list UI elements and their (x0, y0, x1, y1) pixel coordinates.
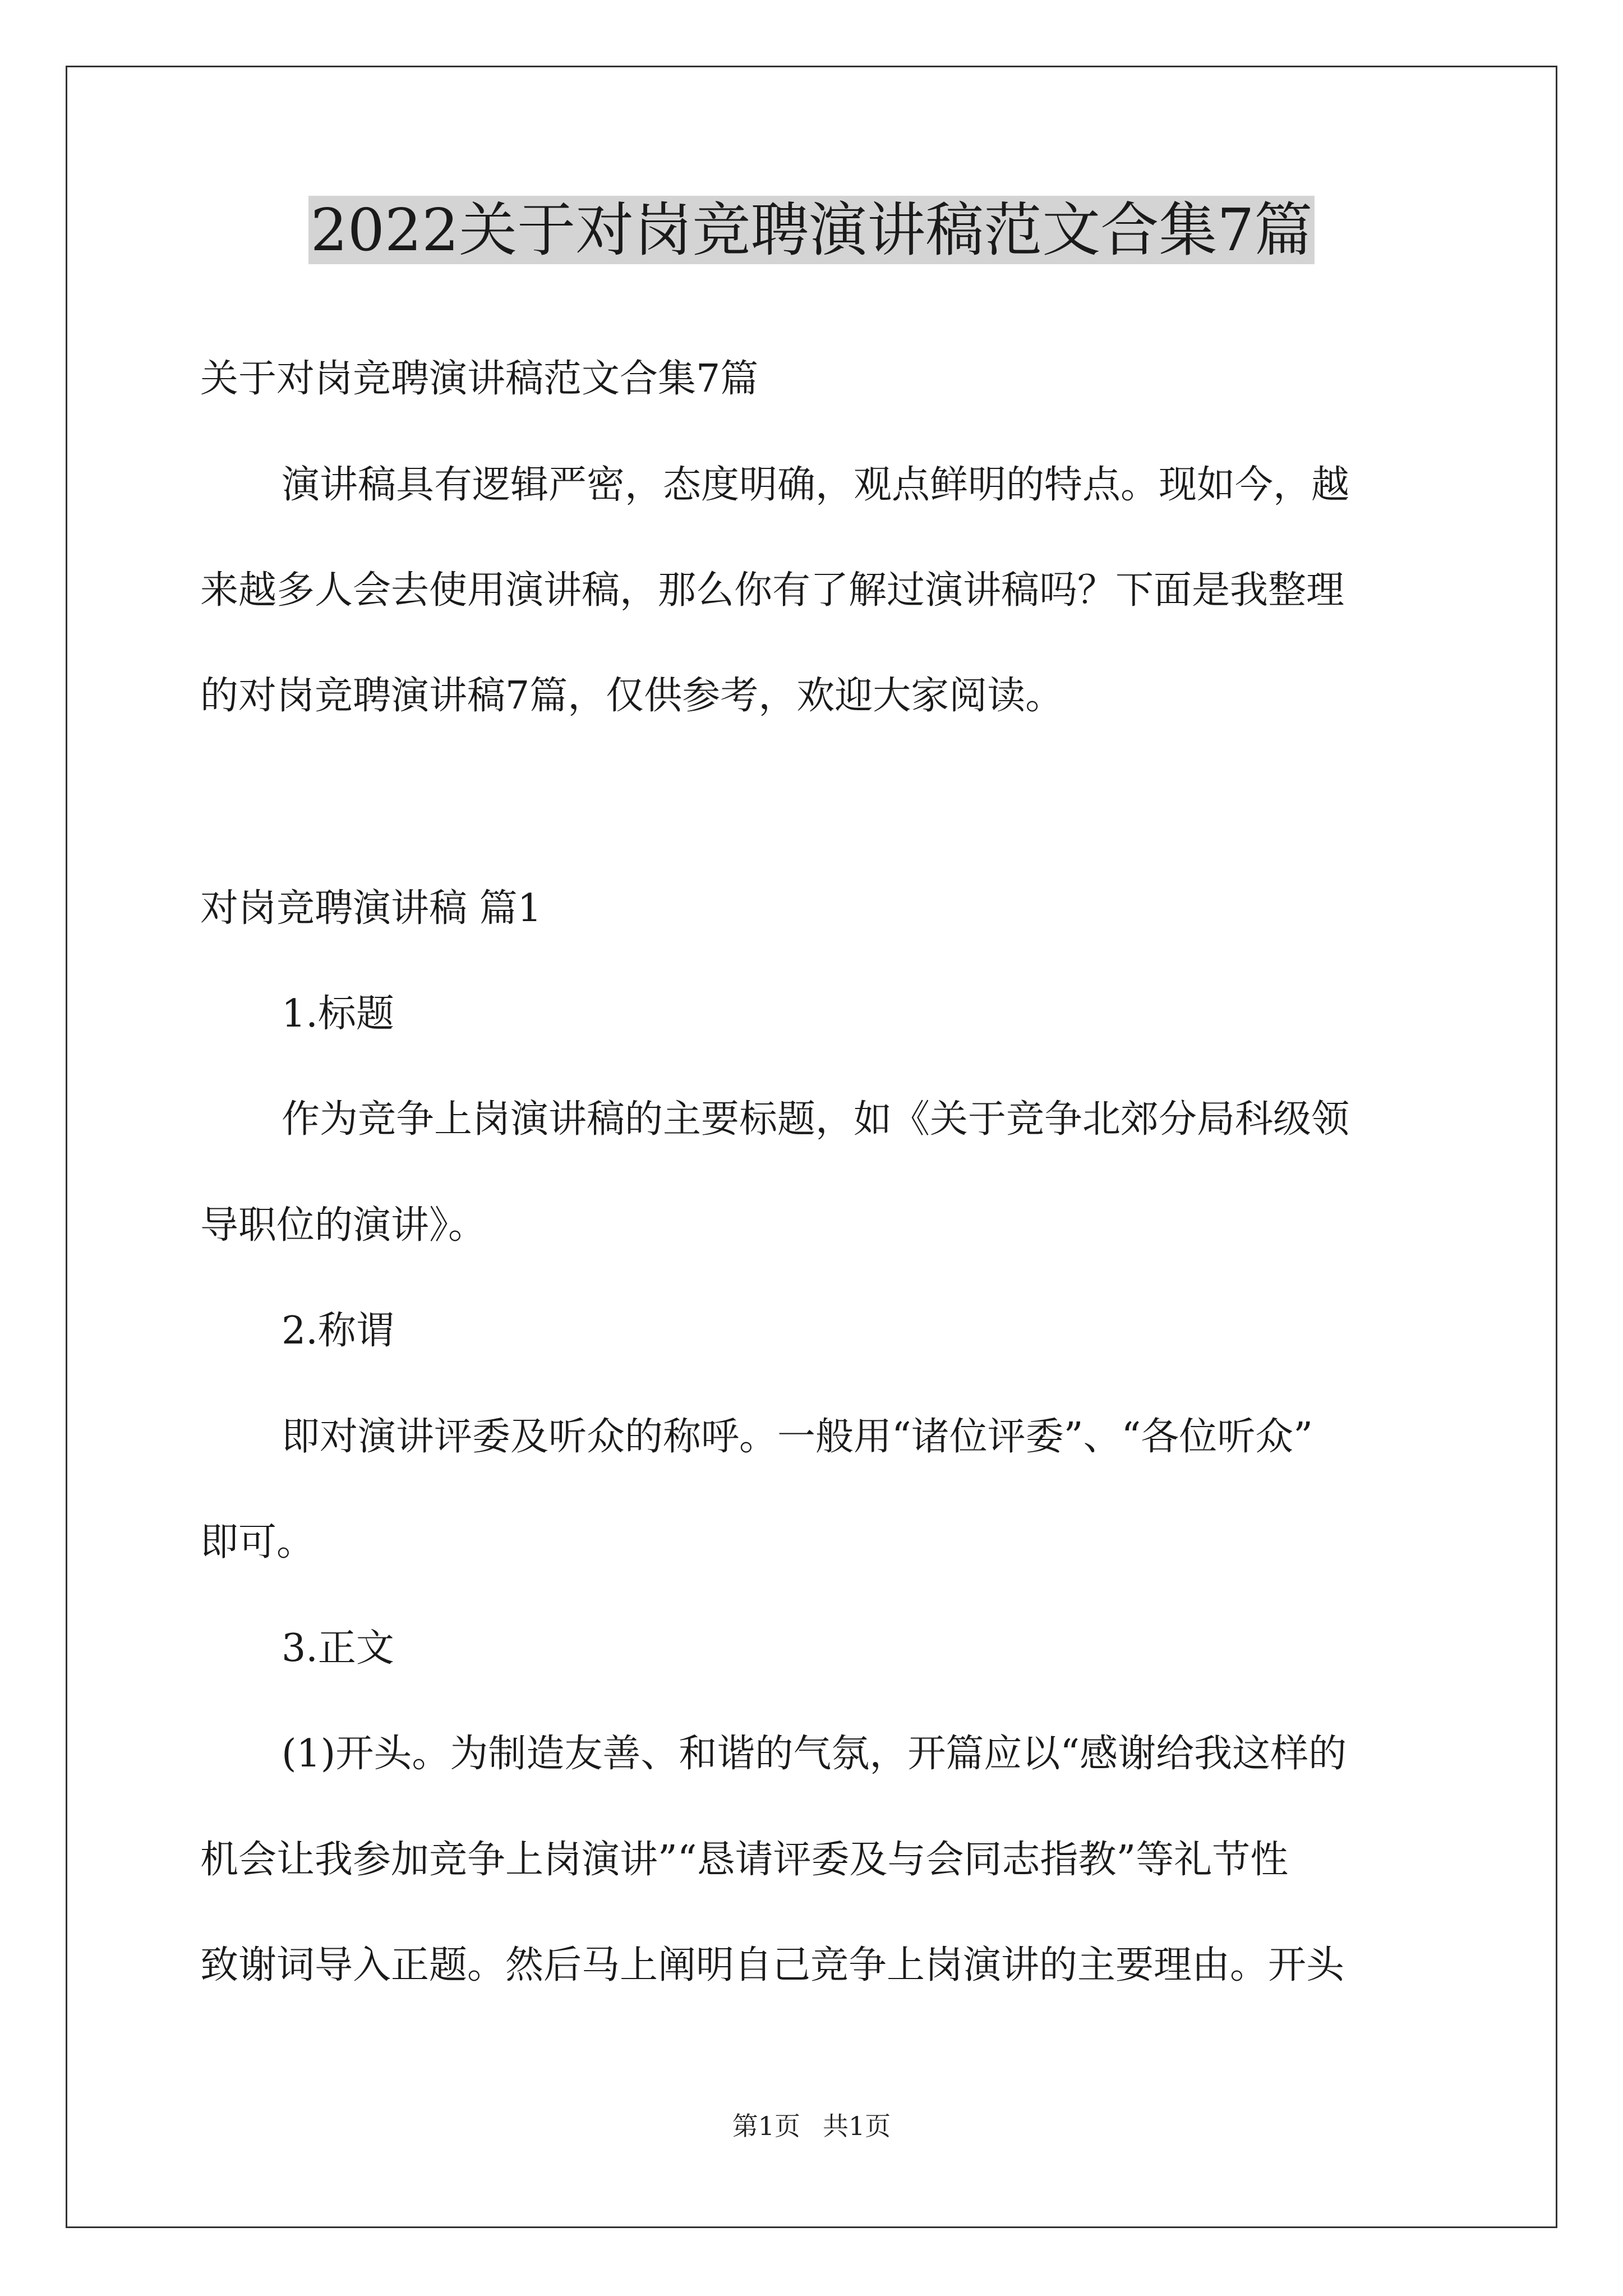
item2-heading: 2.称谓 (282, 1309, 394, 1353)
document-title (0, 191, 1623, 269)
intro-line-3: 的对岗竞聘演讲稿7篇，仅供参考，欢迎大家阅读。 (200, 674, 1064, 718)
item1-line-2: 导职位的演讲》。 (200, 1203, 487, 1248)
item1-heading: 1.标题 (282, 992, 394, 1036)
document-title-text: 2022关于对岗竞聘演讲稿范文合集7篇 (308, 196, 1315, 264)
document-subtitle: 关于对岗竞聘演讲稿范文合集7篇 (200, 357, 759, 401)
item3-line-1: (1)开头。为制造友善、和谐的气氛，开篇应以“感谢给我这样的 (282, 1732, 1347, 1776)
page-number-total: 共1页 (823, 2111, 891, 2141)
page-number-current: 第1页 (732, 2111, 800, 2141)
item2-line-1: 即对演讲评委及听众的称呼。一般用“诸位评委”、“各位听众” (282, 1415, 1313, 1459)
intro-line-1: 演讲稿具有逻辑严密，态度明确，观点鲜明的特点。现如今，越 (282, 463, 1350, 507)
item2-line-2: 即可。 (200, 1520, 315, 1565)
item3-line-3: 致谢词导入正题。然后马上阐明自己竞争上岗演讲的主要理由。开头 (200, 1943, 1345, 1987)
section-heading: 对岗竞聘演讲稿 篇1 (200, 886, 542, 931)
page-footer (0, 2109, 1623, 2143)
intro-line-2: 来越多人会去使用演讲稿，那么你有了解过演讲稿吗？下面是我整理 (200, 568, 1345, 613)
item1-line-1: 作为竞争上岗演讲稿的主要标题，如《关于竞争北郊分局科级领 (282, 1097, 1350, 1142)
item3-heading: 3.正文 (282, 1626, 394, 1671)
item3-line-2: 机会让我参加竞争上岗演讲”“恳请评委及与会同志指教”等礼节性 (200, 1838, 1289, 1882)
